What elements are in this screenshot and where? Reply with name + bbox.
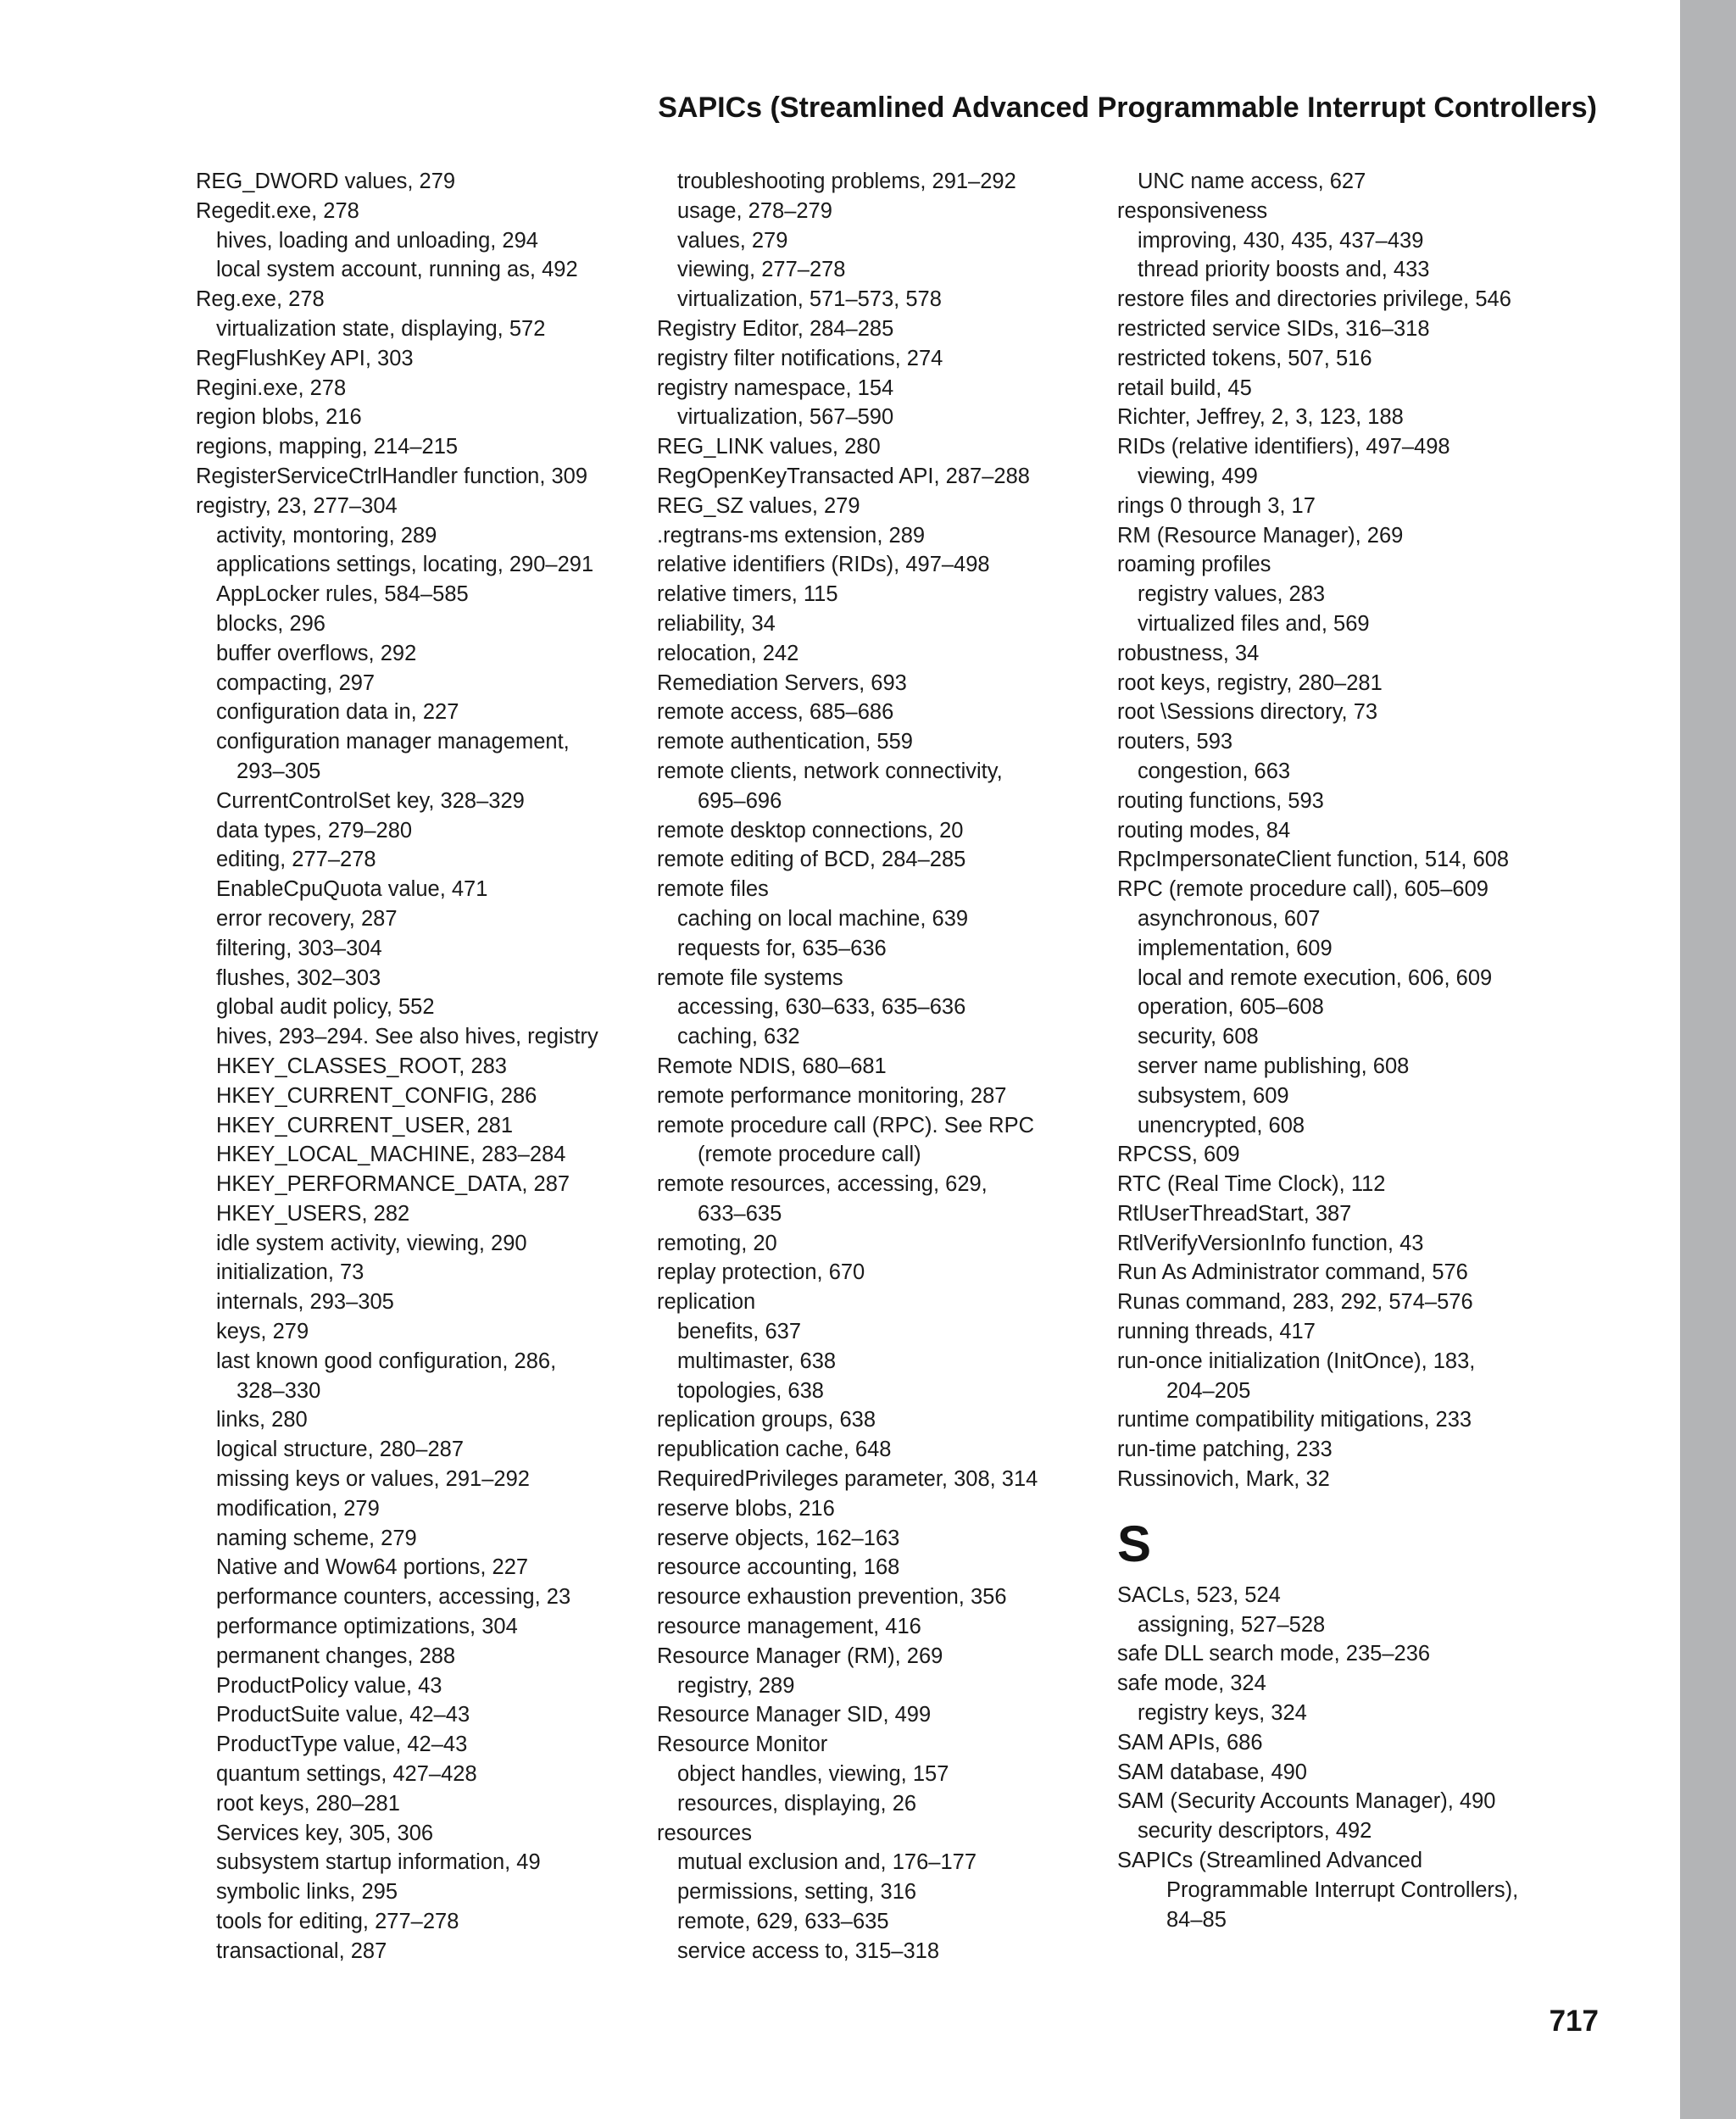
index-subentry: Programmable Interrupt Controllers), (1166, 1877, 1519, 1902)
index-subentry: applications settings, locating, 290–291 (216, 553, 594, 577)
index-entry: RpcImpersonateClient function, 514, 608 (1117, 848, 1510, 872)
index-entry: RegisterServiceCtrlHandler function, 309 (196, 464, 588, 488)
index-entry: SAM APIs, 686 (1117, 1730, 1263, 1755)
index-subentry: usage, 278–279 (677, 198, 832, 223)
index-subentry: multimaster, 638 (677, 1349, 837, 1373)
index-subentry: improving, 430, 435, 437–439 (1138, 228, 1424, 253)
index-entry: reserve blobs, 216 (657, 1496, 835, 1521)
index-subentry: values, 279 (677, 228, 788, 253)
index-subentry: (remote procedure call) (698, 1143, 921, 1167)
index-subentry: 84–85 (1166, 1907, 1227, 1932)
index-subentry: symbolic links, 295 (216, 1880, 398, 1905)
index-entry: remote performance monitoring, 287 (657, 1083, 1007, 1108)
index-subentry: topologies, 638 (677, 1378, 824, 1403)
index-subentry: mutual exclusion and, 176–177 (677, 1850, 977, 1875)
index-subentry: permissions, setting, 316 (677, 1880, 917, 1905)
index-subentry: performance optimizations, 304 (216, 1615, 518, 1639)
index-subentry: virtualization, 567–590 (677, 405, 894, 430)
index-subentry: 633–635 (698, 1201, 782, 1226)
index-subentry: object handles, viewing, 157 (677, 1762, 949, 1787)
index-subentry: asynchronous, 607 (1138, 906, 1321, 931)
index-column-1 (196, 167, 637, 1966)
index-subentry: buffer overflows, 292 (216, 641, 417, 665)
index-subentry: remote, 629, 633–635 (677, 1910, 889, 1934)
index-entry: root keys, registry, 280–281 (1117, 670, 1383, 695)
index-column-2 (657, 167, 1098, 1966)
index-entry: safe DLL search mode, 235–236 (1117, 1642, 1431, 1666)
index-subentry: assigning, 527–528 (1138, 1612, 1326, 1637)
index-entry: resource exhaustion prevention, 356 (657, 1585, 1007, 1610)
index-subentry: troubleshooting problems, 291–292 (677, 170, 1016, 193)
index-subentry: missing keys or values, 291–292 (216, 1467, 530, 1492)
index-entry: RPC (remote procedure call), 605–609 (1117, 877, 1488, 902)
index-subentry: server name publishing, 608 (1138, 1054, 1410, 1078)
index-entry: resource management, 416 (657, 1615, 921, 1639)
index-entry: SAM database, 490 (1117, 1760, 1307, 1784)
index-entry: running threads, 417 (1117, 1320, 1316, 1344)
index-subentry: unencrypted, 608 (1138, 1113, 1305, 1137)
index-entry: reliability, 34 (657, 611, 776, 636)
index-entry: Run As Administrator command, 576 (1117, 1260, 1468, 1285)
index-subentry: filtering, 303–304 (216, 936, 382, 960)
index-subentry: registry, 289 (677, 1673, 795, 1698)
index-subentry: CurrentControlSet key, 328–329 (216, 788, 525, 813)
index-subentry: root keys, 280–281 (216, 1791, 400, 1816)
index-entry: resources (657, 1821, 752, 1845)
index-subentry: UNC name access, 627 (1138, 170, 1366, 193)
index-subentry: data types, 279–280 (216, 818, 413, 843)
index-subentry: AppLocker rules, 584–585 (216, 582, 469, 607)
index-subentry: internals, 293–305 (216, 1290, 394, 1315)
index-entry: runtime compatibility mitigations, 233 (1117, 1408, 1472, 1432)
index-entry: republication cache, 648 (657, 1438, 892, 1462)
index-entry: Reg.exe, 278 (196, 287, 325, 312)
index-entry: RequiredPrivileges parameter, 308, 314 (657, 1467, 1038, 1492)
index-subentry: configuration data in, 227 (216, 700, 459, 725)
index-entry: RegFlushKey API, 303 (196, 346, 414, 370)
index-entry: Runas command, 283, 292, 574–576 (1117, 1290, 1473, 1315)
index-subentry: blocks, 296 (216, 611, 326, 636)
index-subentry: registry values, 283 (1138, 582, 1326, 607)
index-entry: Registry Editor, 284–285 (657, 316, 894, 341)
index-entry: restricted service SIDs, 316–318 (1117, 316, 1430, 341)
index-subentry: 695–696 (698, 788, 782, 813)
index-subentry: congestion, 663 (1138, 759, 1291, 783)
index-subentry: subsystem startup information, 49 (216, 1850, 541, 1875)
index-entry: roaming profiles (1117, 553, 1271, 577)
index-subentry: requests for, 635–636 (677, 936, 887, 960)
index-subentry: last known good configuration, 286, (216, 1349, 557, 1373)
index-subentry: links, 280 (216, 1408, 308, 1432)
index-entry: remote resources, accessing, 629, (657, 1172, 988, 1197)
index-subentry: HKEY_CURRENT_CONFIG, 286 (216, 1083, 537, 1108)
index-subentry: registry keys, 324 (1138, 1701, 1307, 1726)
index-entry: remote procedure call (RPC). See RPC (657, 1113, 1034, 1137)
index-entry: responsiveness (1117, 198, 1268, 223)
index-subentry: caching, 632 (677, 1025, 800, 1049)
index-subentry: naming scheme, 279 (216, 1526, 417, 1550)
index-entry: RtlVerifyVersionInfo function, 43 (1117, 1231, 1424, 1255)
s-entries (1117, 1581, 1558, 1935)
index-subentry: idle system activity, viewing, 290 (216, 1231, 527, 1255)
index-subentry: virtualization state, displaying, 572 (216, 316, 546, 341)
index-entry: remote desktop connections, 20 (657, 818, 964, 843)
index-subentry: HKEY_PERFORMANCE_DATA, 287 (216, 1172, 570, 1197)
index-subentry: implementation, 609 (1138, 936, 1333, 960)
index-subentry: security, 608 (1138, 1025, 1259, 1049)
index-entry: remote clients, network connectivity, (657, 759, 1003, 783)
index-entry: Remote NDIS, 680–681 (657, 1054, 887, 1078)
index-entry: relative timers, 115 (657, 582, 838, 607)
index-entry: REG_DWORD values, 279 (196, 170, 456, 193)
index-subentry: tools for editing, 277–278 (216, 1910, 459, 1934)
index-subentry: keys, 279 (216, 1320, 309, 1344)
index-subentry: HKEY_USERS, 282 (216, 1201, 410, 1226)
index-entry: SAPICs (Streamlined Advanced (1117, 1849, 1423, 1873)
index-entry: rings 0 through 3, 17 (1117, 493, 1316, 518)
index-entry: remoting, 20 (657, 1231, 777, 1255)
index-entry: remote file systems (657, 965, 843, 990)
index-entry: registry filter notifications, 274 (657, 346, 943, 370)
index-entry: registry, 23, 277–304 (196, 493, 398, 518)
index-entry: RPCSS, 609 (1117, 1143, 1240, 1167)
index-entry: retail build, 45 (1117, 375, 1252, 400)
index-subentry: flushes, 302–303 (216, 965, 381, 990)
index-subentry: error recovery, 287 (216, 906, 398, 931)
index-entry: remote authentication, 559 (657, 730, 913, 754)
index-entry: Remediation Servers, 693 (657, 670, 907, 695)
index-entry: REG_LINK values, 280 (657, 435, 881, 459)
section-letter: S (1117, 1515, 1152, 1572)
index-subentry: viewing, 277–278 (677, 258, 846, 282)
index-entry: remote files (657, 877, 769, 902)
index-subentry: operation, 605–608 (1138, 995, 1324, 1020)
index-subentry: ProductPolicy value, 43 (216, 1673, 442, 1698)
index-entry: Russinovich, Mark, 32 (1117, 1467, 1330, 1492)
index-subentry: HKEY_CURRENT_USER, 281 (216, 1113, 514, 1137)
index-subentry: benefits, 637 (677, 1320, 802, 1344)
index-subentry: activity, montoring, 289 (216, 523, 437, 548)
index-entry: replay protection, 670 (657, 1260, 865, 1285)
index-subentry: quantum settings, 427–428 (216, 1762, 477, 1787)
index-entry: reserve objects, 162–163 (657, 1526, 900, 1550)
running-header: SAPICs (Streamlined Advanced Programmable Interrupt Controllers) (658, 92, 1597, 124)
index-subentry: ProductSuite value, 42–43 (216, 1703, 470, 1727)
index-entry: run-time patching, 233 (1117, 1438, 1333, 1462)
index-entry: SAM (Security Accounts Manager), 490 (1117, 1789, 1496, 1814)
index-entry: REG_SZ values, 279 (657, 493, 860, 518)
index-subentry: Native and Wow64 portions, 227 (216, 1555, 529, 1580)
r-entries (1117, 167, 1558, 1494)
index-entry: RM (Resource Manager), 269 (1117, 523, 1404, 548)
index-entry: regions, mapping, 214–215 (196, 435, 459, 459)
index-subentry: resources, displaying, 26 (677, 1791, 917, 1816)
index-entry: region blobs, 216 (196, 405, 362, 430)
index-subentry: HKEY_CLASSES_ROOT, 283 (216, 1054, 507, 1078)
index-subentry: viewing, 499 (1138, 464, 1258, 488)
index-subentry: editing, 277–278 (216, 848, 376, 872)
index-entry: registry namespace, 154 (657, 375, 894, 400)
index-subentry: subsystem, 609 (1138, 1083, 1289, 1108)
index-subentry: service access to, 315–318 (677, 1938, 940, 1963)
index-subentry: transactional, 287 (216, 1938, 387, 1963)
index-subentry: permanent changes, 288 (216, 1643, 456, 1668)
index-entry: relative identifiers (RIDs), 497–498 (657, 553, 990, 577)
index-entry: remote editing of BCD, 284–285 (657, 848, 966, 872)
index-subentry: HKEY_LOCAL_MACHINE, 283–284 (216, 1143, 566, 1167)
page-edge-tab (1680, 0, 1736, 2119)
index-entry: RTC (Real Time Clock), 112 (1117, 1172, 1386, 1197)
index-entry: replication (657, 1290, 756, 1315)
index-entry: Resource Manager SID, 499 (657, 1703, 932, 1727)
index-subentry: configuration manager management, (216, 730, 570, 754)
index-subentry: compacting, 297 (216, 670, 376, 695)
index-subentry: performance counters, accessing, 23 (216, 1585, 571, 1610)
index-subentry: caching on local machine, 639 (677, 906, 969, 931)
index-subentry: security descriptors, 492 (1138, 1819, 1372, 1844)
index-subentry: 293–305 (236, 759, 321, 783)
index-subentry: virtualization, 571–573, 578 (677, 287, 942, 312)
index-subentry: local and remote execution, 606, 609 (1138, 965, 1493, 990)
index-entry: routing functions, 593 (1117, 788, 1324, 813)
index-entry: remote access, 685–686 (657, 700, 894, 725)
index-subentry: virtualized files and, 569 (1138, 611, 1370, 636)
index-entry: resource accounting, 168 (657, 1555, 900, 1580)
index-subentry: 328–330 (236, 1378, 321, 1403)
index-subentry: initialization, 73 (216, 1260, 364, 1285)
index-entry: safe mode, 324 (1117, 1671, 1266, 1696)
index-subentry: hives, loading and unloading, 294 (216, 228, 538, 253)
index-entry: Regedit.exe, 278 (196, 198, 359, 223)
index-entry: replication groups, 638 (657, 1408, 876, 1432)
index-entry: routing modes, 84 (1117, 818, 1291, 843)
index-entry: RegOpenKeyTransacted API, 287–288 (657, 464, 1030, 488)
index-subentry: local system account, running as, 492 (216, 258, 578, 282)
index-entry: restore files and directories privilege, 546 (1117, 287, 1511, 312)
index-subentry: hives, 293–294. See also hives, registry (216, 1025, 598, 1049)
index-entry: run-once initialization (InitOnce), 183, (1117, 1349, 1476, 1373)
index-entry: robustness, 34 (1117, 641, 1260, 665)
page-number: 717 (1549, 2005, 1599, 2038)
index-subentry: logical structure, 280–287 (216, 1438, 465, 1462)
index-subentry: thread priority boosts and, 433 (1138, 258, 1430, 282)
index-subentry: global audit policy, 552 (216, 995, 435, 1020)
index-subentry: 204–205 (1166, 1378, 1251, 1403)
index-subentry: modification, 279 (216, 1496, 380, 1521)
index-entry: Richter, Jeffrey, 2, 3, 123, 188 (1117, 405, 1404, 430)
index-entry: SACLs, 523, 524 (1117, 1582, 1281, 1607)
index-subentry: accessing, 630–633, 635–636 (677, 995, 966, 1020)
index-entry: restricted tokens, 507, 516 (1117, 346, 1372, 370)
index-entry: Regini.exe, 278 (196, 375, 347, 400)
index-entry: routers, 593 (1117, 730, 1233, 754)
index-entry: relocation, 242 (657, 641, 799, 665)
index-entry: Resource Monitor (657, 1732, 828, 1757)
index-entry: root \Sessions directory, 73 (1117, 700, 1378, 725)
index-entry: RIDs (relative identifiers), 497–498 (1117, 435, 1450, 459)
index-column-3 (1117, 167, 1558, 1934)
index-entry: .regtrans-ms extension, 289 (657, 523, 926, 548)
index-entry: Resource Manager (RM), 269 (657, 1643, 943, 1668)
index-subentry: ProductType value, 42–43 (216, 1732, 468, 1757)
index-subentry: EnableCpuQuota value, 471 (216, 877, 488, 902)
index-entry: RtlUserThreadStart, 387 (1117, 1201, 1352, 1226)
index-subentry: Services key, 305, 306 (216, 1821, 434, 1845)
